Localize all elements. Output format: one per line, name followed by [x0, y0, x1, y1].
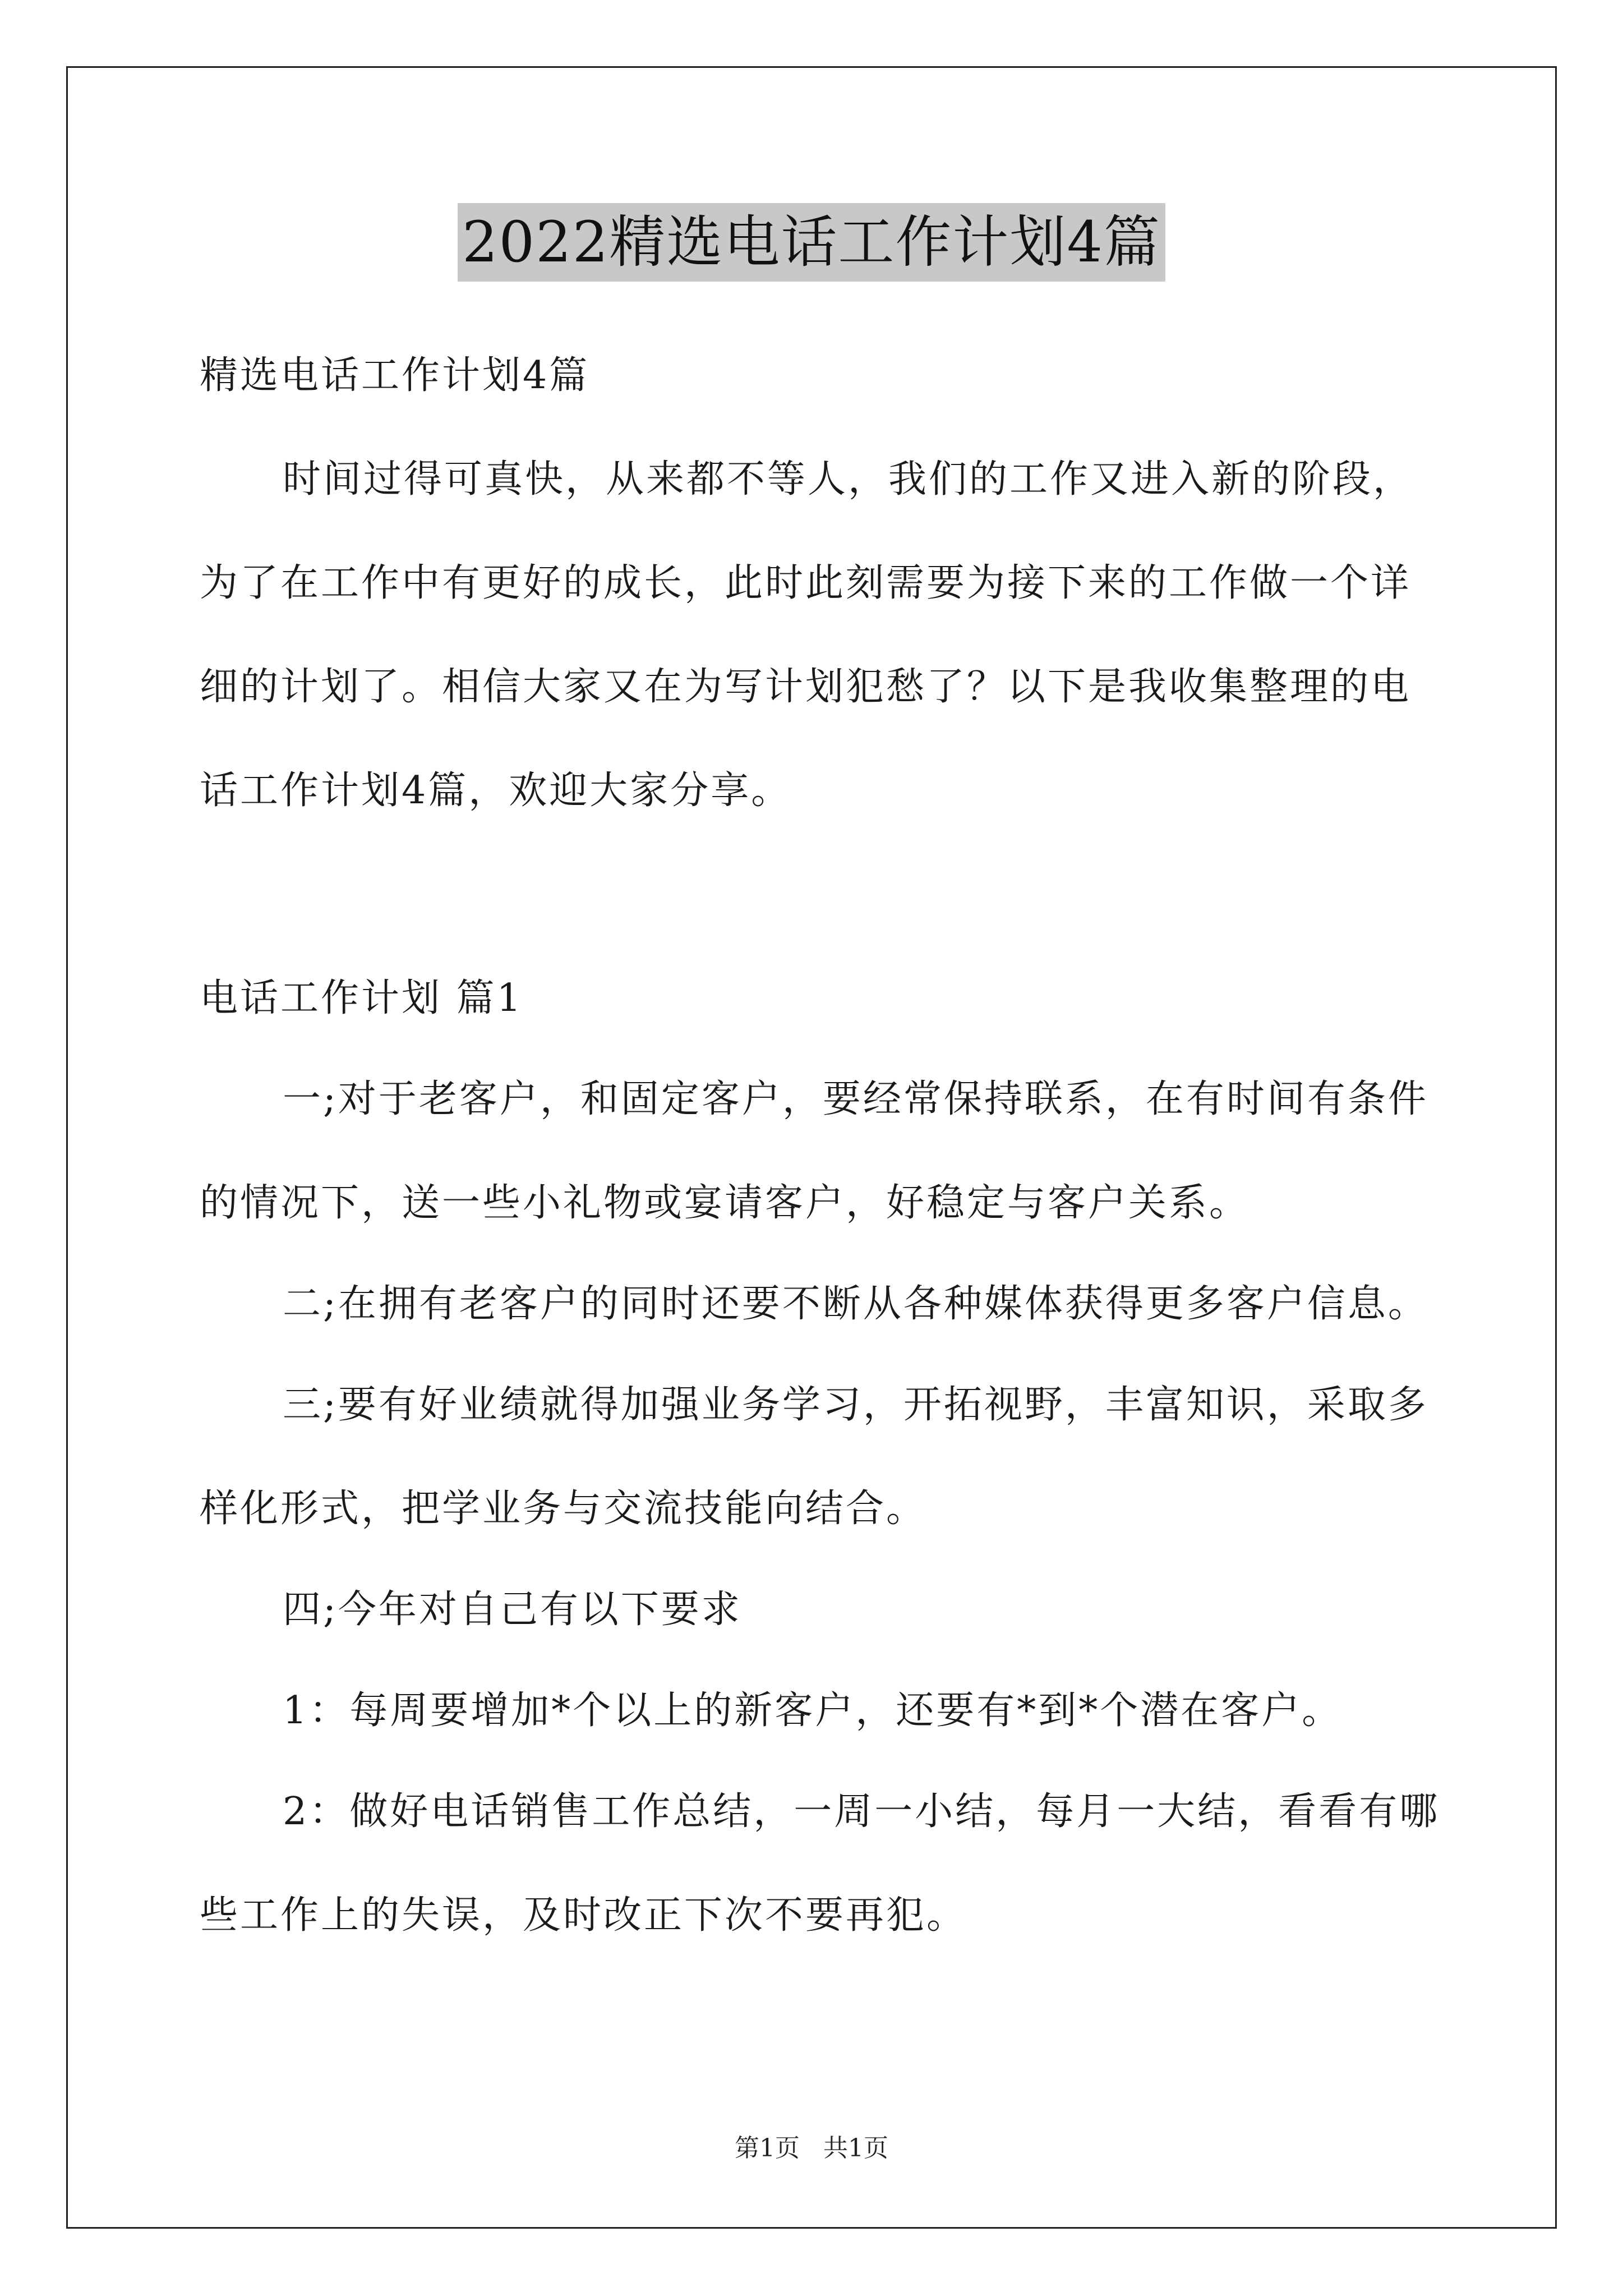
requirement-1: 1：每周要增加*个以上的新客户，还要有*到*个潜在客户。 [283, 1688, 1343, 1733]
requirement-2-line-2: 些工作上的失误，及时改正下次不要再犯。 [200, 1893, 967, 1938]
intro-line-2: 为了在工作中有更好的成长，此时此刻需要为接下来的工作做一个详 [200, 561, 1412, 605]
intro-line-3: 细的计划了。相信大家又在为写计划犯愁了？以下是我收集整理的电 [200, 665, 1412, 709]
item3-line-2: 样化形式，把学业务与交流技能向结合。 [200, 1487, 927, 1531]
title-container [0, 203, 1623, 282]
item3-line-1: 三;要有好业绩就得加强业务学习，开拓视野，丰富知识，采取多 [283, 1383, 1428, 1427]
intro-line-1: 时间过得可真快，从来都不等人，我们的工作又进入新的阶段， [283, 457, 1414, 501]
requirement-2-line-1: 2：做好电话销售工作总结，一周一小结，每月一大结，看看有哪 [283, 1789, 1440, 1834]
document-body [200, 351, 1440, 1941]
page-total: 共1页 [823, 2134, 888, 2162]
intro-line-4: 话工作计划4篇，欢迎大家分享。 [200, 769, 792, 813]
document-title: 2022精选电话工作计划4篇 [458, 203, 1165, 282]
item2-line: 二;在拥有老客户的同时还要不断从各种媒体获得更多客户信息。 [283, 1282, 1428, 1326]
page-footer [0, 2132, 1623, 2165]
item4-line: 四;今年对自己有以下要求 [283, 1588, 742, 1632]
page-number: 第1页 [735, 2134, 800, 2162]
item1-line-1: 一;对于老客户，和固定客户，要经常保持联系，在有时间有条件 [283, 1077, 1428, 1121]
section-heading: 电话工作计划 篇1 [200, 976, 523, 1020]
item1-line-2: 的情况下，送一些小礼物或宴请客户，好稳定与客户关系。 [200, 1181, 1250, 1225]
document-subtitle: 精选电话工作计划4篇 [200, 353, 590, 398]
